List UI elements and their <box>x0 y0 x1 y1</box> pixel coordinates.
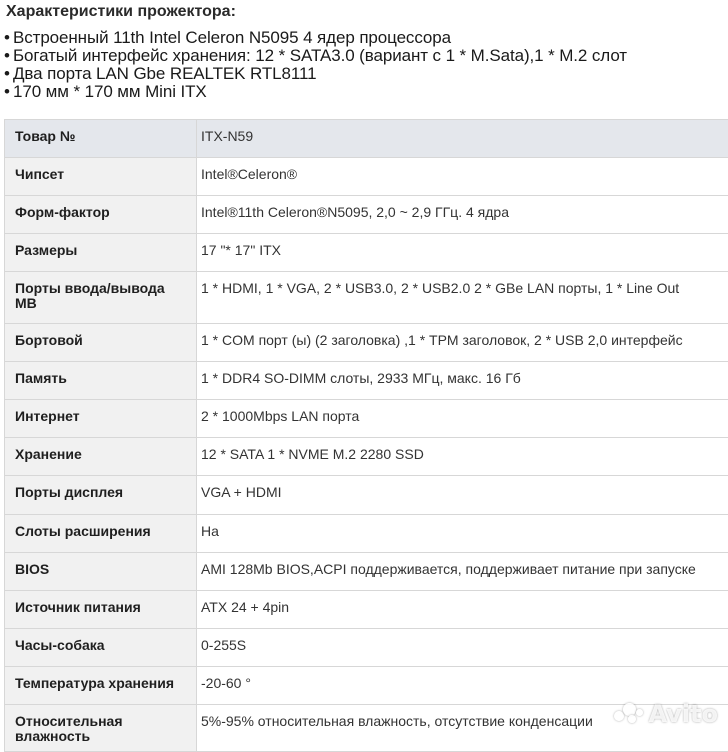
spec-label: Температура хранения <box>5 667 197 705</box>
spec-row <box>5 400 728 438</box>
spec-label: Порты ввода/вывода MB <box>5 272 197 324</box>
spec-value: 12 * SATA 1 * NVME M.2 2280 SSD <box>197 438 728 476</box>
spec-row <box>5 629 728 667</box>
spec-row <box>5 120 728 158</box>
spec-value: 0-255S <box>197 629 728 667</box>
spec-row <box>5 667 728 705</box>
spec-row <box>5 362 728 400</box>
spec-value: На <box>197 515 728 553</box>
spec-label: Бортовой <box>5 324 197 362</box>
spec-value: Intel®Celeron® <box>197 158 728 196</box>
spec-label: Товар № <box>5 120 197 158</box>
avito-watermark <box>614 700 718 728</box>
spec-value: 2 * 1000Mbps LAN порта <box>197 400 728 438</box>
spec-label: BIOS <box>5 553 197 591</box>
spec-row <box>5 438 728 476</box>
spec-label: Относительная влажность <box>5 705 197 752</box>
spec-label: Чипсет <box>5 158 197 196</box>
spec-label: Слоты расширения <box>5 515 197 553</box>
spec-value: 5%-95% относительная влажность, отсутствие конденсации <box>197 705 728 752</box>
spec-row <box>5 324 728 362</box>
spec-value: 17 "* 17" ITX <box>197 234 728 272</box>
spec-value: ATX 24 + 4pin <box>197 591 728 629</box>
feature-item: • Два порта LAN Gbe REALTEK RTL8111 <box>4 65 627 83</box>
spec-table-body <box>5 120 728 752</box>
spec-row <box>5 196 728 234</box>
spec-row <box>5 553 728 591</box>
spec-row <box>5 591 728 629</box>
spec-value: Intel®11th Celeron®N5095, 2,0 ~ 2,9 ГГц. 4 ядра <box>197 196 728 234</box>
bullet-icon: • <box>4 47 13 65</box>
spec-label: Форм-фактор <box>5 196 197 234</box>
spec-value: 1 * HDMI, 1 * VGA, 2 * USB3.0, 2 * USB2.0 2 * GBe LAN порты, 1 * Line Out <box>197 272 728 324</box>
spec-value: AMI 128Mb BIOS,ACPI поддерживается, поддерживает питание при запуске <box>197 553 728 591</box>
spec-value: ITX-N59 <box>197 120 728 158</box>
spec-row <box>5 272 728 324</box>
spec-label: Источник питания <box>5 591 197 629</box>
bullet-icon: • <box>4 65 13 83</box>
feature-item: • Богатый интерфейс хранения: 12 * SATA3.0 (вариант с 1 * M.Sata),1 * M.2 слот <box>4 47 627 65</box>
spec-label: Память <box>5 362 197 400</box>
page-title: Характеристики прожектора: <box>6 3 236 21</box>
spec-value: 1 * COM порт (ы) (2 заголовка) ,1 * TPM заголовок, 2 * USB 2,0 интерфейс <box>197 324 728 362</box>
spec-label: Порты дисплея <box>5 476 197 515</box>
spec-label: Хранение <box>5 438 197 476</box>
spec-value: VGA + HDMI <box>197 476 728 515</box>
bullet-icon: • <box>4 29 13 47</box>
feature-item: • 170 мм * 170 мм Mini ITX <box>4 83 627 101</box>
spec-row <box>5 158 728 196</box>
spec-value: -20-60 ° <box>197 667 728 705</box>
bullet-icon: • <box>4 83 13 101</box>
spec-row <box>5 234 728 272</box>
watermark-text: Avito <box>648 700 718 728</box>
avito-logo-icon <box>614 703 644 725</box>
feature-list <box>4 29 627 101</box>
spec-row <box>5 476 728 515</box>
feature-item: • Встроенный 11th Intel Celeron N5095 4 ядер процессора <box>4 29 627 47</box>
spec-table <box>4 119 728 752</box>
spec-label: Интернет <box>5 400 197 438</box>
spec-row <box>5 515 728 553</box>
spec-value: 1 * DDR4 SO-DIMM слоты, 2933 МГц, макс. 16 Гб <box>197 362 728 400</box>
spec-label: Размеры <box>5 234 197 272</box>
spec-label: Часы-собака <box>5 629 197 667</box>
